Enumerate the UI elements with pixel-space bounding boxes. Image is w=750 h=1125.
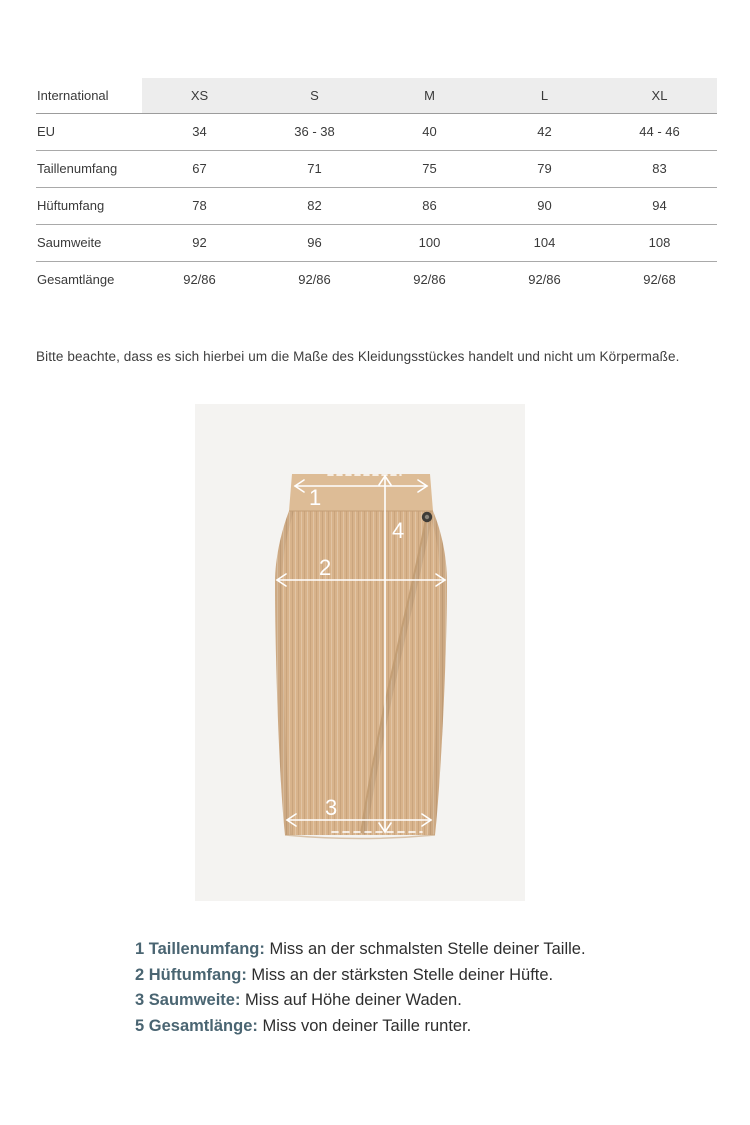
- table-row-gesamtlaenge: [36, 262, 717, 298]
- skirt-image: [195, 404, 525, 901]
- table-cell: 92/86: [298, 272, 331, 287]
- table-cell: 92: [192, 235, 207, 250]
- legend-item-label: 3 Saumweite:: [135, 991, 241, 1009]
- legend-item-text: Miss an der schmalsten Stelle deiner Taille.: [264, 940, 586, 958]
- marker-3-hem: 3: [325, 795, 338, 820]
- table-cell: 79: [537, 161, 552, 176]
- legend-item-taillenumfang: [135, 937, 586, 963]
- legend-item-saumweite: [135, 988, 586, 1014]
- legend-item-label: 2 Hüftumfang:: [135, 965, 247, 984]
- table-row-taillenumfang: [36, 151, 717, 188]
- table-cell: 71: [307, 161, 322, 176]
- table-cell: 92/86: [413, 272, 446, 287]
- marker-4-length: 4: [392, 518, 405, 543]
- legend-item-label: 1 Taillenumfang:: [135, 940, 265, 958]
- table-cell: 36 - 38: [294, 124, 335, 139]
- table-cell: 82: [307, 198, 322, 213]
- row-label: Hüftumfang: [37, 198, 105, 213]
- table-cell: 92/86: [183, 272, 216, 287]
- table-cell: 83: [652, 161, 667, 176]
- legend-item-text: Miss auf Höhe deiner Waden.: [240, 991, 462, 1009]
- table-cell: 100: [418, 235, 441, 250]
- column-header-s: S: [257, 78, 372, 113]
- table-corner-label: International: [37, 88, 109, 103]
- table-cell: 104: [533, 235, 556, 250]
- table-cell: 92/68: [643, 272, 676, 287]
- column-header-xl: XL: [602, 78, 717, 113]
- column-header-m: M: [372, 78, 487, 113]
- table-header-row: [36, 78, 717, 114]
- row-label: Saumweite: [37, 235, 102, 250]
- table-cell: 34: [192, 124, 207, 139]
- table-cell: 90: [537, 198, 552, 213]
- table-cell: 44 - 46: [639, 124, 680, 139]
- legend-item-hueftumfang: [135, 963, 586, 989]
- row-label: EU: [37, 124, 56, 139]
- table-cell: 92/86: [528, 272, 561, 287]
- row-label: Gesamtlänge: [37, 272, 115, 287]
- legend-item-gesamtlaenge: [135, 1014, 586, 1040]
- table-cell: 67: [192, 161, 207, 176]
- row-label: Taillenumfang: [37, 161, 118, 176]
- table-cell: 42: [537, 124, 552, 139]
- legend-item-text: Miss von deiner Taille runter.: [257, 1016, 472, 1035]
- skirt-measurement-diagram: [195, 404, 525, 901]
- table-cell: 40: [422, 124, 437, 139]
- table-row-saumweite: [36, 225, 717, 262]
- table-cell: 96: [307, 235, 322, 250]
- marker-2-hip: 2: [319, 555, 332, 580]
- legend-item-text: Miss an der stärksten Stelle deiner Hüfte.: [246, 965, 554, 984]
- table-cell: 75: [422, 161, 437, 176]
- marker-1-waist: 1: [309, 485, 322, 510]
- table-row-hueftumfang: [36, 188, 717, 225]
- size-table: [36, 78, 717, 298]
- table-cell: 86: [422, 198, 437, 213]
- measurement-legend: [135, 937, 586, 1039]
- table-cell: 94: [652, 198, 667, 213]
- legend-item-label: 5 Gesamtlänge:: [135, 1016, 258, 1035]
- table-cell: 78: [192, 198, 207, 213]
- column-header-l: L: [487, 78, 602, 113]
- table-cell: 108: [648, 235, 671, 250]
- column-header-xs: XS: [142, 78, 257, 113]
- table-row-eu: [36, 114, 717, 151]
- garment-measurement-note: Bitte beachte, dass es sich hierbei um die Maße des Kleidungsstückes handelt und nicht um Körpermaße.: [36, 349, 680, 364]
